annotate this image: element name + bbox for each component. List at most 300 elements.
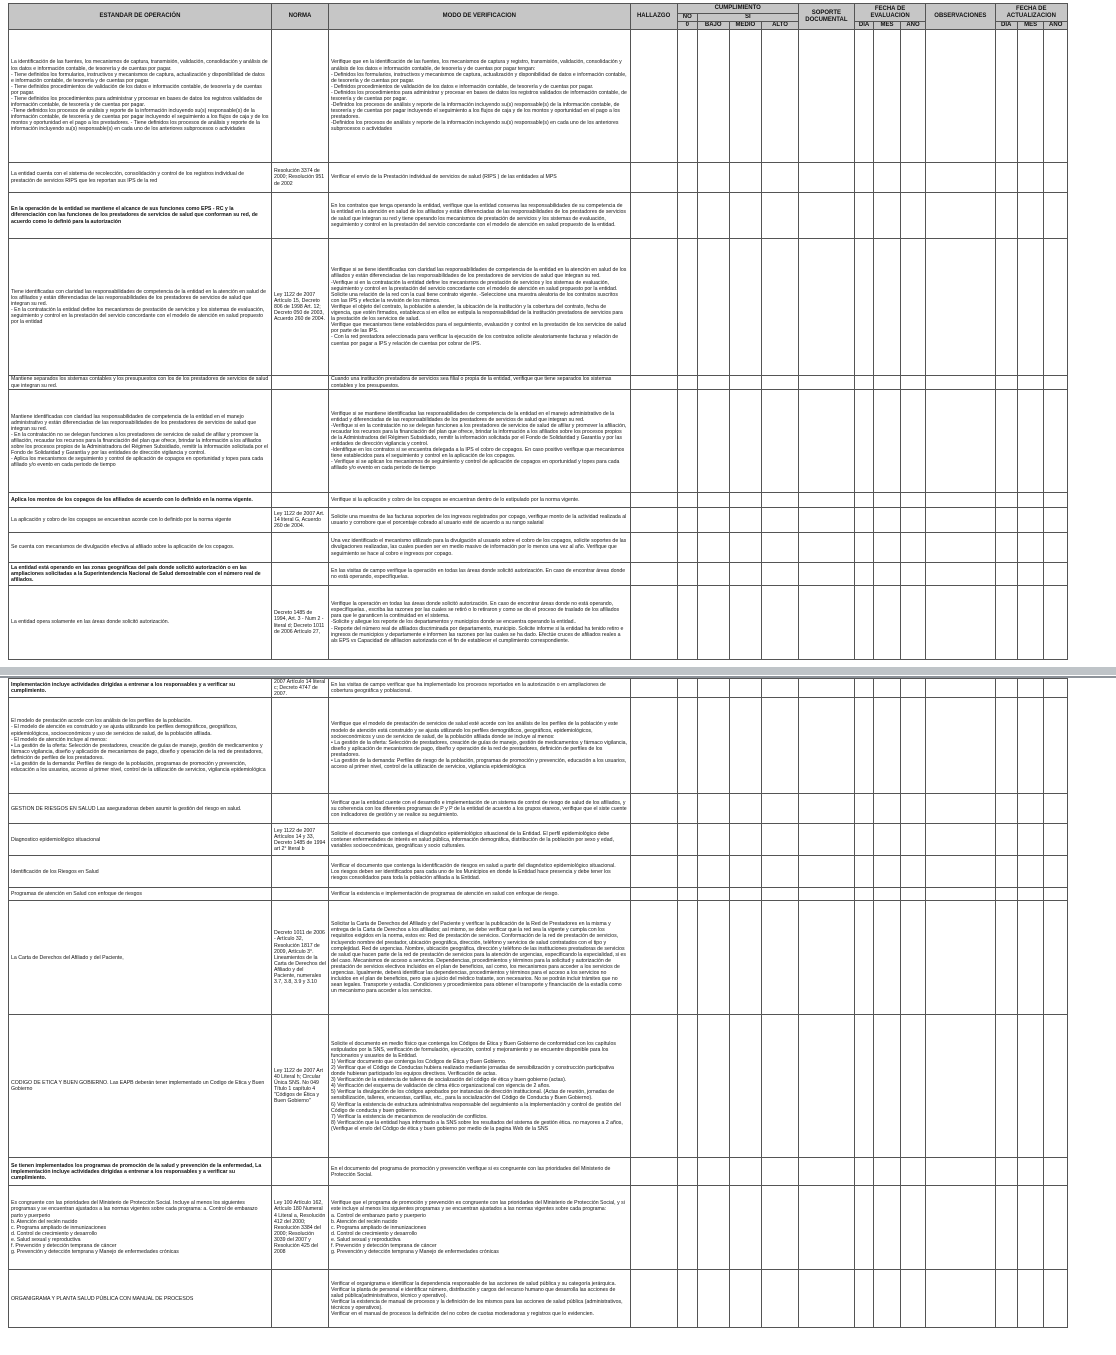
act-dia-cell[interactable] <box>995 508 1017 533</box>
hallazgo-cell[interactable] <box>630 390 677 493</box>
table-body-bottom <box>9 679 1068 1328</box>
table-row <box>9 901 1068 1015</box>
act-ano-cell[interactable] <box>1044 586 1068 660</box>
si-bajo-cell[interactable] <box>697 901 729 1015</box>
act-dia-cell[interactable] <box>995 824 1017 856</box>
act-mes-cell[interactable] <box>1017 824 1044 856</box>
si-bajo-cell[interactable] <box>697 163 729 193</box>
no-0-cell[interactable] <box>677 508 697 533</box>
act-ano-cell[interactable] <box>1044 901 1068 1015</box>
eval-dia-cell[interactable] <box>854 1158 873 1186</box>
act-ano-cell[interactable] <box>1044 563 1068 586</box>
act-dia-cell[interactable] <box>995 698 1017 794</box>
si-alto-cell[interactable] <box>762 679 799 698</box>
hallazgo-cell[interactable] <box>630 586 677 660</box>
soporte-cell[interactable] <box>798 679 854 698</box>
si-alto-cell[interactable] <box>762 901 799 1015</box>
hallazgo-cell[interactable] <box>630 563 677 586</box>
observaciones-cell[interactable] <box>926 163 995 193</box>
eval-ano-cell[interactable] <box>900 163 925 193</box>
si-bajo-cell[interactable] <box>697 533 729 563</box>
act-ano-cell[interactable] <box>1044 698 1068 794</box>
eval-mes-cell[interactable] <box>874 30 900 163</box>
eval-dia-cell[interactable] <box>854 1015 873 1158</box>
soporte-cell[interactable] <box>798 794 854 824</box>
no-0-cell[interactable] <box>677 533 697 563</box>
act-dia-cell[interactable] <box>995 493 1017 508</box>
si-medio-cell[interactable] <box>729 901 762 1015</box>
hallazgo-cell[interactable] <box>630 1015 677 1158</box>
si-alto-cell[interactable] <box>762 30 799 163</box>
si-bajo-cell[interactable] <box>697 824 729 856</box>
soporte-cell[interactable] <box>798 1015 854 1158</box>
norma-cell <box>271 888 328 901</box>
soporte-cell[interactable] <box>798 698 854 794</box>
act-mes-cell[interactable] <box>1017 163 1043 193</box>
observaciones-cell[interactable] <box>926 1158 995 1186</box>
no-0-cell[interactable] <box>677 586 697 660</box>
act-mes-cell[interactable] <box>1017 376 1043 390</box>
eval-dia-cell[interactable] <box>854 30 873 163</box>
act-dia-cell[interactable] <box>995 163 1017 193</box>
no-0-cell[interactable] <box>677 824 697 856</box>
act-mes-cell[interactable] <box>1017 698 1044 794</box>
eval-mes-cell[interactable] <box>874 1015 901 1158</box>
si-alto-cell[interactable] <box>762 1186 799 1270</box>
act-dia-cell[interactable] <box>995 239 1017 376</box>
si-medio-cell[interactable] <box>729 1015 762 1158</box>
no-0-cell[interactable] <box>677 563 697 586</box>
si-alto-cell[interactable] <box>762 493 799 508</box>
si-bajo-cell[interactable] <box>697 586 729 660</box>
soporte-cell[interactable] <box>798 563 854 586</box>
si-medio-cell[interactable] <box>729 533 762 563</box>
eval-ano-cell[interactable] <box>900 493 925 508</box>
si-alto-cell[interactable] <box>762 376 799 390</box>
no-0-cell[interactable] <box>677 1015 697 1158</box>
eval-ano-cell[interactable] <box>900 856 925 888</box>
soporte-cell[interactable] <box>798 390 854 493</box>
act-ano-cell[interactable] <box>1044 888 1068 901</box>
si-medio-cell[interactable] <box>729 508 762 533</box>
act-dia-cell[interactable] <box>995 376 1017 390</box>
eval-dia-cell[interactable] <box>854 679 873 698</box>
observaciones-cell[interactable] <box>926 824 995 856</box>
eval-ano-cell[interactable] <box>900 1186 925 1270</box>
si-alto-cell[interactable] <box>762 856 799 888</box>
act-mes-cell[interactable] <box>1017 794 1044 824</box>
act-mes-cell[interactable] <box>1017 493 1043 508</box>
act-ano-cell[interactable] <box>1044 1158 1068 1186</box>
hallazgo-cell[interactable] <box>630 794 677 824</box>
hallazgo-cell[interactable] <box>630 508 677 533</box>
soporte-cell[interactable] <box>798 533 854 563</box>
act-ano-cell[interactable] <box>1044 239 1068 376</box>
no-0-cell[interactable] <box>677 1186 697 1270</box>
no-0-cell[interactable] <box>677 901 697 1015</box>
act-dia-cell[interactable] <box>995 1015 1017 1158</box>
soporte-cell[interactable] <box>798 1270 854 1328</box>
soporte-cell[interactable] <box>798 1158 854 1186</box>
soporte-cell[interactable] <box>798 163 854 193</box>
hallazgo-cell[interactable] <box>630 193 677 239</box>
eval-dia-cell[interactable] <box>854 493 873 508</box>
eval-dia-cell[interactable] <box>854 508 873 533</box>
estandar-cell: ORGANIGRAMA Y PLANTA SALUD PÚBLICA CON MANUAL DE PROCESOS <box>9 1270 272 1328</box>
soporte-cell[interactable] <box>798 888 854 901</box>
act-mes-cell[interactable] <box>1017 563 1043 586</box>
act-dia-cell[interactable] <box>995 1158 1017 1186</box>
act-mes-cell[interactable] <box>1017 1158 1044 1186</box>
observaciones-cell[interactable] <box>926 30 995 163</box>
soporte-cell[interactable] <box>798 376 854 390</box>
hallazgo-cell[interactable] <box>630 163 677 193</box>
observaciones-cell[interactable] <box>926 794 995 824</box>
header-observaciones: OBSERVACIONES <box>926 4 995 30</box>
eval-mes-cell[interactable] <box>874 163 900 193</box>
si-alto-cell[interactable] <box>762 1270 799 1328</box>
hallazgo-cell[interactable] <box>630 376 677 390</box>
act-dia-cell[interactable] <box>995 856 1017 888</box>
header-norma: NORMA <box>271 4 328 30</box>
observaciones-cell[interactable] <box>926 888 995 901</box>
observaciones-cell[interactable] <box>926 376 995 390</box>
eval-dia-cell[interactable] <box>854 1270 873 1328</box>
observaciones-cell[interactable] <box>926 193 995 239</box>
eval-ano-cell[interactable] <box>900 193 925 239</box>
si-alto-cell[interactable] <box>762 533 799 563</box>
si-alto-cell[interactable] <box>762 698 799 794</box>
eval-mes-cell[interactable] <box>874 586 900 660</box>
no-0-cell[interactable] <box>677 794 697 824</box>
si-alto-cell[interactable] <box>762 563 799 586</box>
si-bajo-cell[interactable] <box>697 679 729 698</box>
norma-cell: Ley 1122 de 2007 Artículo 15, Decreto 806 de 1998 Art. 12; Decreto 050 de 2003, Acuerdo 260 de 2004. <box>271 239 328 376</box>
si-medio-cell[interactable] <box>729 163 762 193</box>
si-bajo-cell[interactable] <box>697 856 729 888</box>
observaciones-cell[interactable] <box>926 508 995 533</box>
eval-ano-cell[interactable] <box>900 1270 925 1328</box>
no-0-cell[interactable] <box>677 376 697 390</box>
eval-mes-cell[interactable] <box>874 794 901 824</box>
modo-cell: En las visitas de campo verifique la operación en todas las áreas donde solicitó autorización. En caso de encontrar áreas donde no está operando, especifíquelas. <box>329 563 631 586</box>
si-bajo-cell[interactable] <box>697 1015 729 1158</box>
act-ano-cell[interactable] <box>1044 1186 1068 1270</box>
act-mes-cell[interactable] <box>1017 1186 1044 1270</box>
act-mes-cell[interactable] <box>1017 679 1044 698</box>
si-bajo-cell[interactable] <box>697 239 729 376</box>
act-ano-cell[interactable] <box>1044 193 1068 239</box>
si-medio-cell[interactable] <box>729 888 762 901</box>
si-alto-cell[interactable] <box>762 1158 799 1186</box>
act-dia-cell[interactable] <box>995 794 1017 824</box>
hallazgo-cell[interactable] <box>630 1270 677 1328</box>
eval-ano-cell[interactable] <box>900 30 925 163</box>
eval-ano-cell[interactable] <box>900 508 925 533</box>
si-alto-cell[interactable] <box>762 824 799 856</box>
act-mes-cell[interactable] <box>1017 888 1044 901</box>
soporte-cell[interactable] <box>798 30 854 163</box>
eval-dia-cell[interactable] <box>854 888 873 901</box>
table-row <box>9 1158 1068 1186</box>
header-si: SI <box>697 14 798 22</box>
si-bajo-cell[interactable] <box>697 193 729 239</box>
eval-mes-cell[interactable] <box>874 239 900 376</box>
eval-dia-cell[interactable] <box>854 390 873 493</box>
eval-mes-cell[interactable] <box>874 888 901 901</box>
si-medio-cell[interactable] <box>729 679 762 698</box>
hallazgo-cell[interactable] <box>630 888 677 901</box>
si-bajo-cell[interactable] <box>697 390 729 493</box>
eval-mes-cell[interactable] <box>874 1186 901 1270</box>
soporte-cell[interactable] <box>798 193 854 239</box>
act-dia-cell[interactable] <box>995 1186 1017 1270</box>
eval-mes-cell[interactable] <box>874 493 900 508</box>
eval-ano-cell[interactable] <box>900 888 925 901</box>
eval-mes-cell[interactable] <box>874 376 900 390</box>
hallazgo-cell[interactable] <box>630 533 677 563</box>
eval-dia-cell[interactable] <box>854 586 873 660</box>
soporte-cell[interactable] <box>798 824 854 856</box>
act-dia-cell[interactable] <box>995 30 1017 163</box>
si-medio-cell[interactable] <box>729 794 762 824</box>
si-bajo-cell[interactable] <box>697 1186 729 1270</box>
eval-dia-cell[interactable] <box>854 698 873 794</box>
eval-mes-cell[interactable] <box>874 508 900 533</box>
soporte-cell[interactable] <box>798 239 854 376</box>
eval-ano-cell[interactable] <box>900 698 925 794</box>
page-separator <box>0 667 1116 675</box>
observaciones-cell[interactable] <box>926 679 995 698</box>
no-0-cell[interactable] <box>677 163 697 193</box>
act-ano-cell[interactable] <box>1044 493 1068 508</box>
no-0-cell[interactable] <box>677 698 697 794</box>
act-ano-cell[interactable] <box>1044 163 1068 193</box>
eval-dia-cell[interactable] <box>854 824 873 856</box>
eval-mes-cell[interactable] <box>874 856 901 888</box>
eval-mes-cell[interactable] <box>874 901 901 1015</box>
observaciones-cell[interactable] <box>926 533 995 563</box>
si-bajo-cell[interactable] <box>697 508 729 533</box>
act-mes-cell[interactable] <box>1017 390 1043 493</box>
no-0-cell[interactable] <box>677 390 697 493</box>
si-alto-cell[interactable] <box>762 794 799 824</box>
observaciones-cell[interactable] <box>926 901 995 1015</box>
eval-mes-cell[interactable] <box>874 193 900 239</box>
si-medio-cell[interactable] <box>729 586 762 660</box>
act-mes-cell[interactable] <box>1017 533 1043 563</box>
observaciones-cell[interactable] <box>926 563 995 586</box>
eval-mes-cell[interactable] <box>874 1158 901 1186</box>
si-alto-cell[interactable] <box>762 163 799 193</box>
eval-ano-cell[interactable] <box>900 563 925 586</box>
eval-dia-cell[interactable] <box>854 163 873 193</box>
eval-dia-cell[interactable] <box>854 563 873 586</box>
eval-dia-cell[interactable] <box>854 239 873 376</box>
si-medio-cell[interactable] <box>729 1158 762 1186</box>
si-bajo-cell[interactable] <box>697 1270 729 1328</box>
act-mes-cell[interactable] <box>1017 508 1043 533</box>
eval-ano-cell[interactable] <box>900 390 925 493</box>
si-medio-cell[interactable] <box>729 824 762 856</box>
eval-dia-cell[interactable] <box>854 856 873 888</box>
si-bajo-cell[interactable] <box>697 30 729 163</box>
si-alto-cell[interactable] <box>762 193 799 239</box>
soporte-cell[interactable] <box>798 1186 854 1270</box>
act-ano-cell[interactable] <box>1044 856 1068 888</box>
no-0-cell[interactable] <box>677 193 697 239</box>
si-medio-cell[interactable] <box>729 30 762 163</box>
hallazgo-cell[interactable] <box>630 1186 677 1270</box>
act-ano-cell[interactable] <box>1044 824 1068 856</box>
observaciones-cell[interactable] <box>926 1270 995 1328</box>
eval-dia-cell[interactable] <box>854 1186 873 1270</box>
act-mes-cell[interactable] <box>1017 239 1043 376</box>
observaciones-cell[interactable] <box>926 586 995 660</box>
act-ano-cell[interactable] <box>1044 30 1068 163</box>
eval-mes-cell[interactable] <box>874 533 900 563</box>
act-ano-cell[interactable] <box>1044 508 1068 533</box>
si-bajo-cell[interactable] <box>697 493 729 508</box>
si-bajo-cell[interactable] <box>697 698 729 794</box>
eval-ano-cell[interactable] <box>900 679 925 698</box>
act-ano-cell[interactable] <box>1044 1270 1068 1328</box>
act-dia-cell[interactable] <box>995 1270 1017 1328</box>
estandar-cell: En la operación de la entidad se mantiene el alcance de sus funciones como EPS - RC y la diferenciación con las funciones de los prestadores de servicios de salud que conforman su red, de acuerdo como lo definió para la autorización <box>9 193 272 239</box>
act-dia-cell[interactable] <box>995 586 1017 660</box>
act-dia-cell[interactable] <box>995 533 1017 563</box>
act-ano-cell[interactable] <box>1044 533 1068 563</box>
eval-ano-cell[interactable] <box>900 824 925 856</box>
eval-dia-cell[interactable] <box>854 533 873 563</box>
act-ano-cell[interactable] <box>1044 390 1068 493</box>
si-medio-cell[interactable] <box>729 376 762 390</box>
act-ano-cell[interactable] <box>1044 679 1068 698</box>
no-0-cell[interactable] <box>677 856 697 888</box>
si-alto-cell[interactable] <box>762 239 799 376</box>
observaciones-cell[interactable] <box>926 856 995 888</box>
hallazgo-cell[interactable] <box>630 30 677 163</box>
act-mes-cell[interactable] <box>1017 586 1043 660</box>
hallazgo-cell[interactable] <box>630 239 677 376</box>
no-0-cell[interactable] <box>677 679 697 698</box>
eval-ano-cell[interactable] <box>900 1158 925 1186</box>
eval-mes-cell[interactable] <box>874 698 901 794</box>
no-0-cell[interactable] <box>677 239 697 376</box>
si-alto-cell[interactable] <box>762 586 799 660</box>
soporte-cell[interactable] <box>798 586 854 660</box>
hallazgo-cell[interactable] <box>630 856 677 888</box>
no-0-cell[interactable] <box>677 1158 697 1186</box>
no-0-cell[interactable] <box>677 888 697 901</box>
eval-ano-cell[interactable] <box>900 901 925 1015</box>
observaciones-cell[interactable] <box>926 239 995 376</box>
si-medio-cell[interactable] <box>729 390 762 493</box>
eval-mes-cell[interactable] <box>874 390 900 493</box>
hallazgo-cell[interactable] <box>630 824 677 856</box>
no-0-cell[interactable] <box>677 30 697 163</box>
eval-mes-cell[interactable] <box>874 679 901 698</box>
soporte-cell[interactable] <box>798 493 854 508</box>
si-bajo-cell[interactable] <box>697 563 729 586</box>
si-medio-cell[interactable] <box>729 698 762 794</box>
estandar-cell: Es congruente con las prioridades del Ministerio de Protección Social. Incluye al menos los siguientes programas y se encuentran ajustados a las normas vigentes sobre cada programa: a. Control de embarazo parto y puerperio b. Atención del recién nacido c. Programa ampliado de inmunizaciones d. Control de crecimiento y desarrollo e. Salud sexual y reproductiva f. Prevención y detección temprana de cáncer g. Prevención y detección temprana y Manejo de enfermedades crónicas <box>9 1186 272 1270</box>
act-dia-cell[interactable] <box>995 901 1017 1015</box>
observaciones-cell[interactable] <box>926 493 995 508</box>
si-medio-cell[interactable] <box>729 856 762 888</box>
eval-ano-cell[interactable] <box>900 533 925 563</box>
hallazgo-cell[interactable] <box>630 493 677 508</box>
eval-ano-cell[interactable] <box>900 376 925 390</box>
eval-dia-cell[interactable] <box>854 794 873 824</box>
si-medio-cell[interactable] <box>729 239 762 376</box>
hallazgo-cell[interactable] <box>630 901 677 1015</box>
act-dia-cell[interactable] <box>995 679 1017 698</box>
observaciones-cell[interactable] <box>926 1186 995 1270</box>
observaciones-cell[interactable] <box>926 1015 995 1158</box>
eval-ano-cell[interactable] <box>900 1015 925 1158</box>
si-medio-cell[interactable] <box>729 1186 762 1270</box>
act-dia-cell[interactable] <box>995 390 1017 493</box>
act-mes-cell[interactable] <box>1017 901 1044 1015</box>
eval-ano-cell[interactable] <box>900 586 925 660</box>
si-bajo-cell[interactable] <box>697 376 729 390</box>
soporte-cell[interactable] <box>798 856 854 888</box>
act-ano-cell[interactable] <box>1044 1015 1068 1158</box>
si-bajo-cell[interactable] <box>697 1158 729 1186</box>
observaciones-cell[interactable] <box>926 698 995 794</box>
act-dia-cell[interactable] <box>995 193 1017 239</box>
act-mes-cell[interactable] <box>1017 1270 1044 1328</box>
si-bajo-cell[interactable] <box>697 794 729 824</box>
soporte-cell[interactable] <box>798 508 854 533</box>
si-bajo-cell[interactable] <box>697 888 729 901</box>
si-medio-cell[interactable] <box>729 493 762 508</box>
no-0-cell[interactable] <box>677 1270 697 1328</box>
soporte-cell[interactable] <box>798 901 854 1015</box>
eval-dia-cell[interactable] <box>854 376 873 390</box>
header-modo: MODO DE VERIFICACION <box>329 4 631 30</box>
eval-mes-cell[interactable] <box>874 563 900 586</box>
eval-ano-cell[interactable] <box>900 794 925 824</box>
act-mes-cell[interactable] <box>1017 193 1043 239</box>
hallazgo-cell[interactable] <box>630 1158 677 1186</box>
act-mes-cell[interactable] <box>1017 30 1043 163</box>
eval-mes-cell[interactable] <box>874 824 901 856</box>
si-alto-cell[interactable] <box>762 508 799 533</box>
si-alto-cell[interactable] <box>762 888 799 901</box>
hallazgo-cell[interactable] <box>630 679 677 698</box>
act-dia-cell[interactable] <box>995 563 1017 586</box>
eval-dia-cell[interactable] <box>854 901 873 1015</box>
act-mes-cell[interactable] <box>1017 1015 1044 1158</box>
si-medio-cell[interactable] <box>729 563 762 586</box>
act-ano-cell[interactable] <box>1044 794 1068 824</box>
hallazgo-cell[interactable] <box>630 698 677 794</box>
eval-dia-cell[interactable] <box>854 193 873 239</box>
si-medio-cell[interactable] <box>729 193 762 239</box>
si-alto-cell[interactable] <box>762 390 799 493</box>
si-alto-cell[interactable] <box>762 1015 799 1158</box>
si-medio-cell[interactable] <box>729 1270 762 1328</box>
observaciones-cell[interactable] <box>926 390 995 493</box>
act-ano-cell[interactable] <box>1044 376 1068 390</box>
act-mes-cell[interactable] <box>1017 856 1044 888</box>
eval-mes-cell[interactable] <box>874 1270 901 1328</box>
eval-ano-cell[interactable] <box>900 239 925 376</box>
act-dia-cell[interactable] <box>995 888 1017 901</box>
no-0-cell[interactable] <box>677 493 697 508</box>
